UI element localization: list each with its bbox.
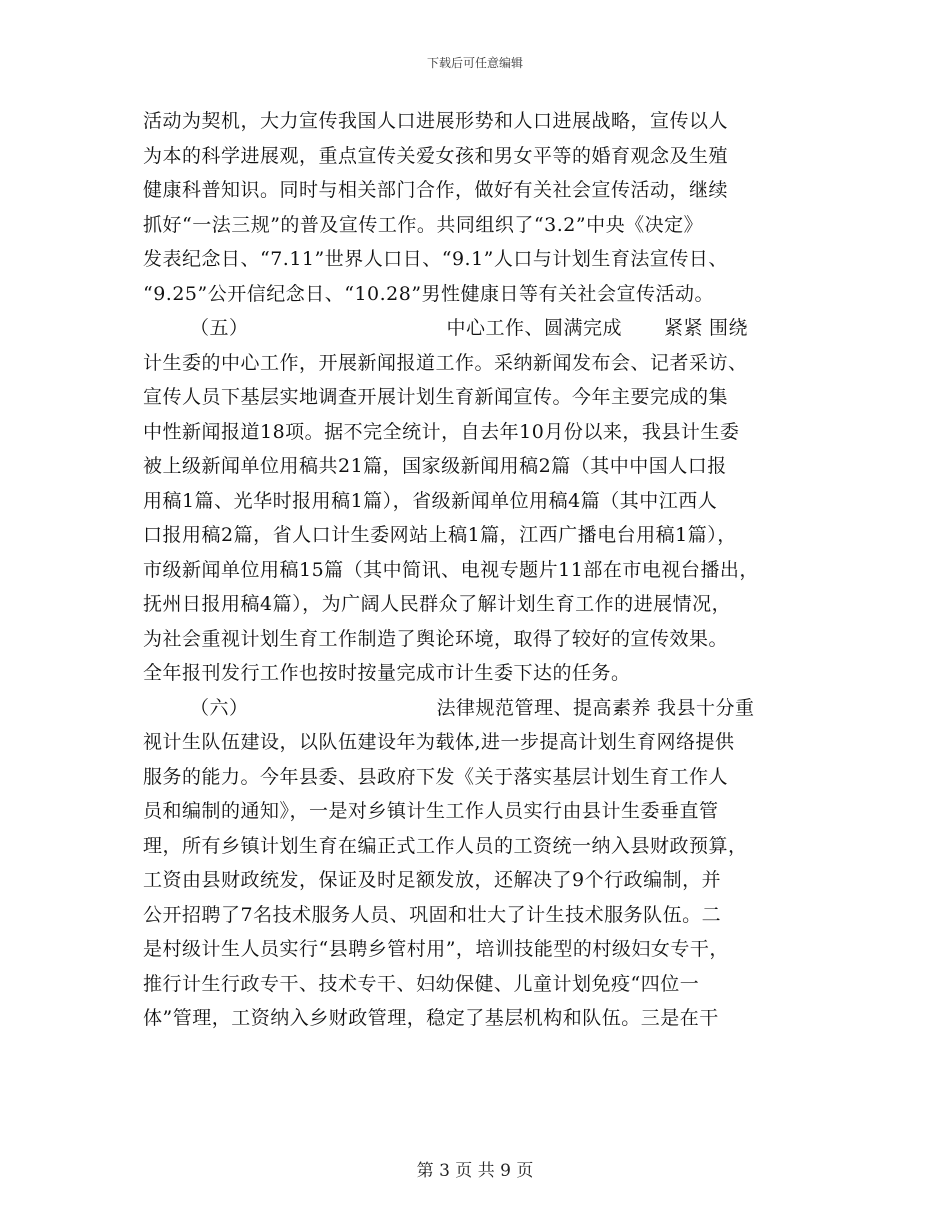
text-line: 抓好“一法三规”的普及宣传工作。共同组织了“3.2”中央《决定》: [143, 213, 704, 236]
section-heading: 中心工作、圆满完成: [446, 317, 623, 339]
text-line: 活动为契机，大力宣传我国人口进展形势和人口进展战略，宣传以人: [143, 110, 729, 132]
text-line: 是村级计生人员实行“县聘乡管村用”，培训技能型的村级妇女专干，: [143, 938, 729, 960]
text-line: 口报用稿2篇，省人口计生委网站上稿1篇，江西广播电台用稿1篇），: [143, 524, 737, 546]
text-line: 视计生队伍建设，以队伍建设年为载体,进一步提高计划生育网络提供: [143, 731, 735, 753]
text-line: 市级新闻单位用稿15篇（其中简讯、电视专题片11部在市电视台播出，: [143, 558, 759, 581]
text-line: 宣传人员下基层实地调查开展计划生育新闻宣传。今年主要完成的集: [143, 386, 729, 408]
text-line: 中性新闻报道18项。据不完全统计，自去年10月份以来，我县计生委: [143, 420, 740, 443]
text-line: “9.25”公开信纪念日、“10.28”男性健康日等有关社会宣传活动。: [143, 282, 715, 305]
section-lead-text: 围绕: [709, 317, 749, 339]
text-line: 工资由县财政统发，保证及时足额发放，还解决了9个行政编制，并: [143, 869, 722, 891]
text-line: 服务的能力。今年县委、县政府下发《关于落实基层计划生育工作人: [143, 765, 729, 788]
text-line: 全年报刊发行工作也按时按量完成市计生委下达的任务。: [143, 662, 631, 684]
section-lead-text: 我县十分重: [657, 696, 755, 719]
text-line: 体”管理，工资纳入乡财政管理，稳定了基层机构和队伍。三是在干: [143, 1007, 719, 1029]
section-lead-text: 紧紧: [664, 317, 704, 339]
text-line: 用稿1篇、光华时报用稿1篇），省级新闻单位用稿4篇（其中江西人: [143, 489, 718, 512]
text-line: 推行计生行政专干、技术专干、妇幼保健、儿童计划免疫“四位一: [143, 972, 700, 995]
text-line: 员和编制的通知》，一是对乡镇计生工作人员实行由县计生委垂直管: [143, 800, 719, 822]
text-line: 理，所有乡镇计划生育在编正式工作人员的工资统一纳入县财政预算，: [143, 834, 748, 857]
section-heading: 法律规范管理、提高素养: [436, 696, 652, 719]
text-line: 健康科普知识。同时与相关部门合作，做好有关社会宣传活动，继续: [143, 179, 729, 201]
text-line: 为本的科学进展观，重点宣传关爱女孩和男女平等的婚育观念及生殖: [143, 144, 729, 167]
section-number: （六）: [190, 696, 249, 719]
text-line: 发表纪念日、“7.11”世界人口日、“9.1”人口与计划生育法宣传日、: [143, 248, 728, 270]
page-header-note: 下载后可任意编辑: [426, 56, 523, 70]
text-line: 抚州日报用稿4篇），为广阔人民群众了解计划生育工作的进展情况，: [143, 593, 732, 615]
section-5-heading-line: [143, 311, 823, 346]
document-body: [143, 104, 823, 1036]
section-6-heading-line: [143, 691, 823, 726]
section-number: （五）: [190, 317, 249, 339]
text-line: 计生委的中心工作，开展新闻报道工作。采纳新闻发布会、记者采访、: [143, 351, 748, 374]
text-line: 被上级新闻单位用稿共21篇，国家级新闻用稿2篇（其中中国人口报: [143, 455, 727, 477]
page-number: 第 3 页 共 9 页: [416, 1161, 534, 1181]
text-line: 为社会重视计划生育工作制造了舆论环境，取得了较好的宣传效果。: [143, 627, 729, 650]
text-line: 公开招聘了7名技术服务人员、巩固和壮大了计生技术服务队伍。二: [143, 903, 722, 926]
